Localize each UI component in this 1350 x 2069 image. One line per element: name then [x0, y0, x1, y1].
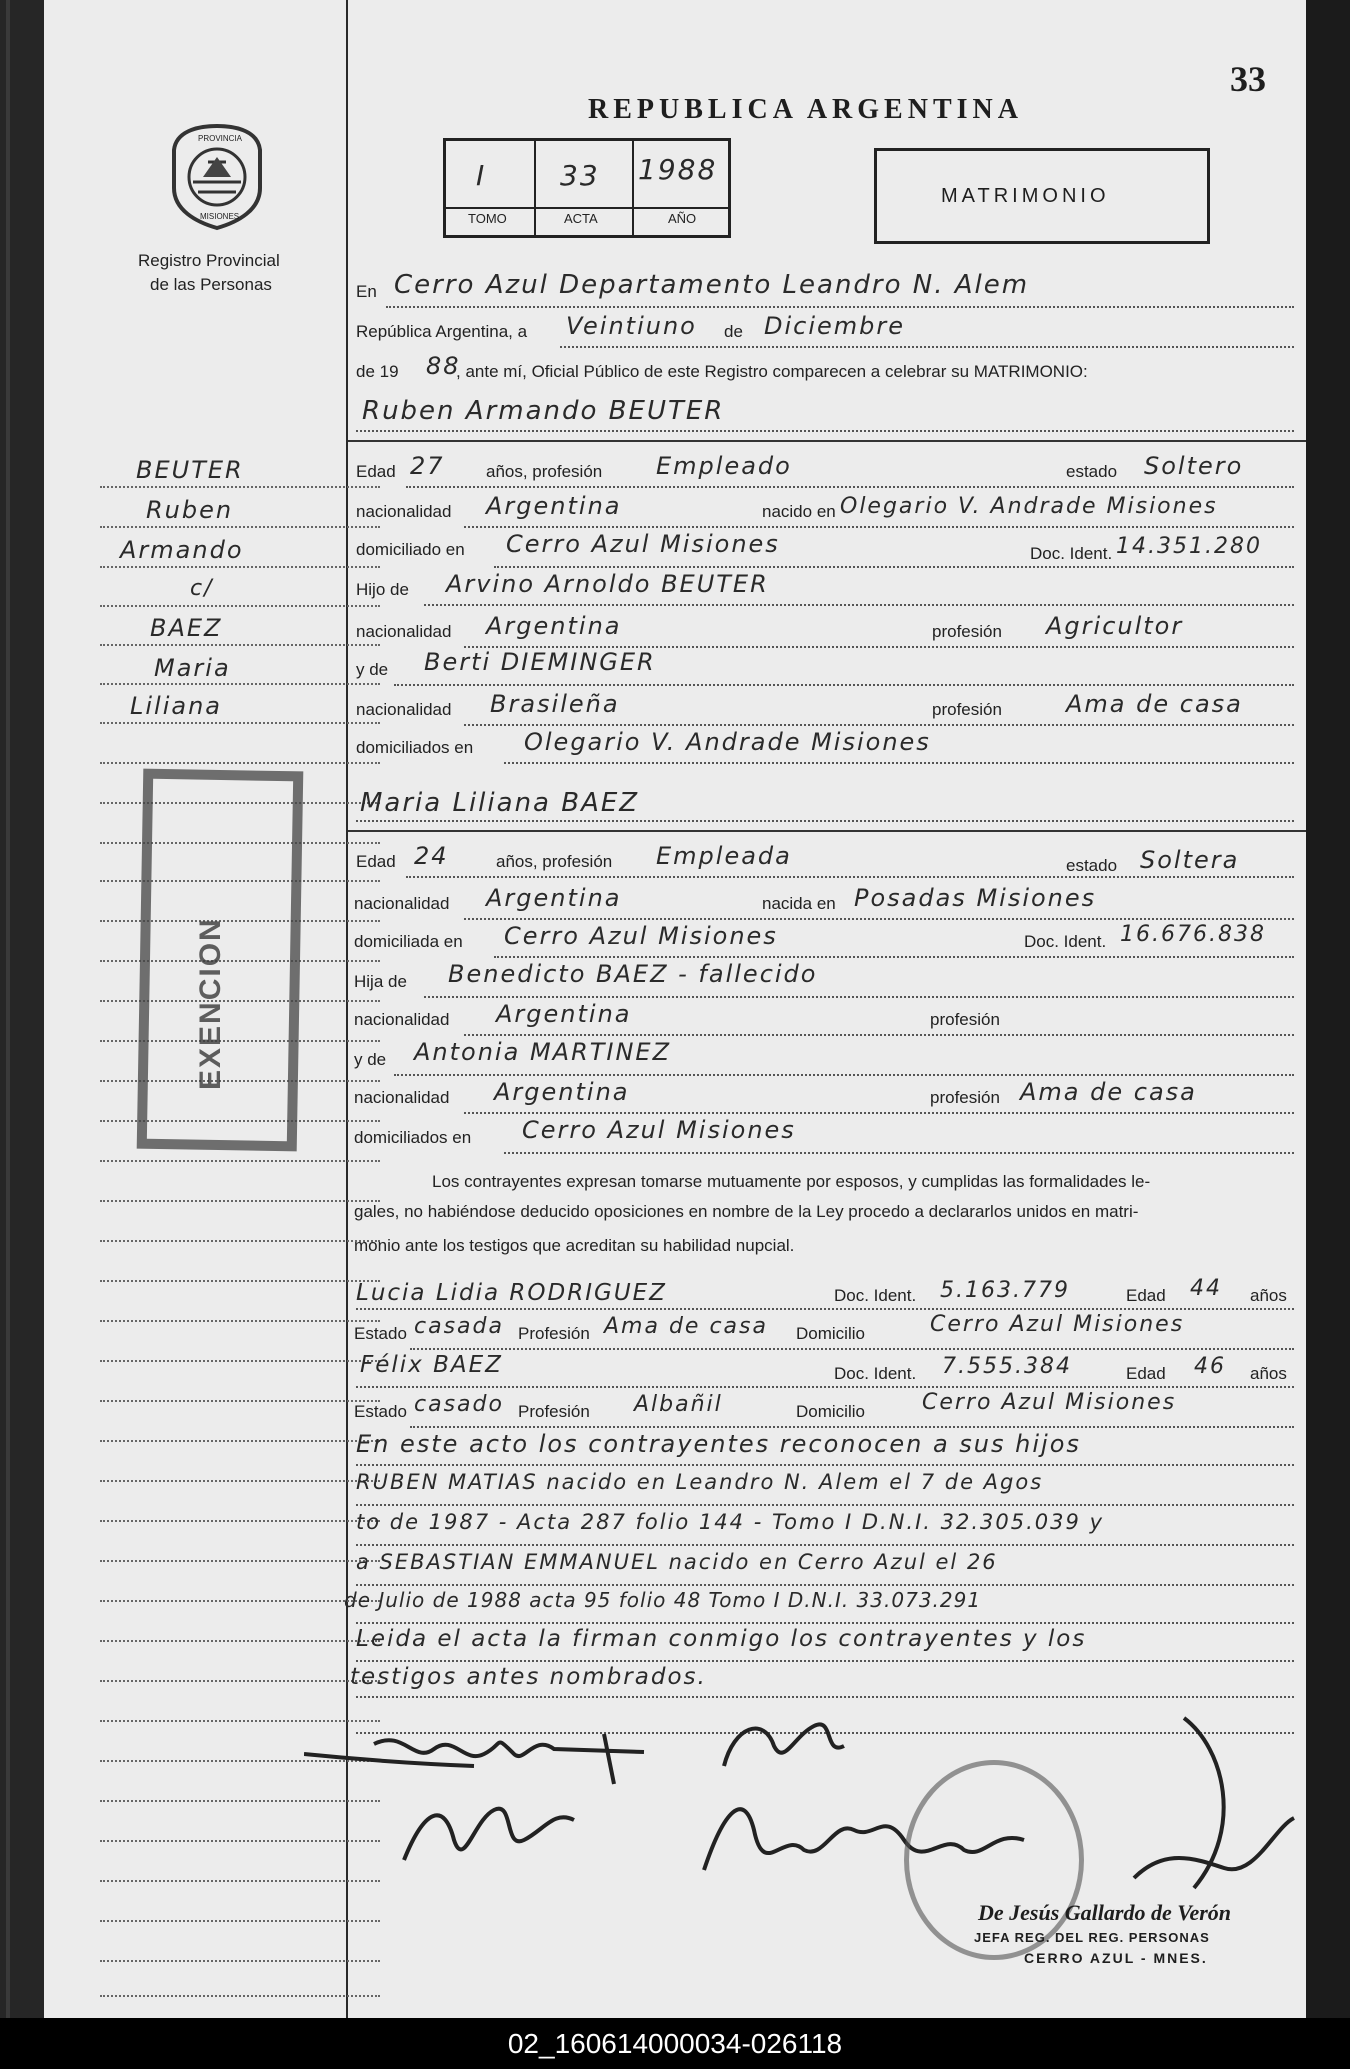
groom-birthplace: Olegario V. Andrade Misiones	[840, 494, 1218, 519]
fill-line	[356, 1622, 1294, 1624]
bride-nac-label: nacionalidad	[354, 894, 450, 913]
witness1-anos-label: años	[1250, 1286, 1287, 1305]
groom-nationality: Argentina	[486, 492, 622, 520]
ano-label: AÑO	[668, 211, 697, 226]
margin-name-3: Armando	[120, 536, 244, 564]
bride-y-de-label: y de	[354, 1050, 387, 1069]
margin-name-1: BEUTER	[136, 456, 244, 484]
witness2-doc-label: Doc. Ident.	[834, 1364, 917, 1383]
section-divider	[348, 830, 1306, 832]
year-tail: , ante mí, Oficial Público de este Registro comparecen a celebrar su MATRIMONIO:	[456, 362, 1088, 381]
margin-line	[100, 644, 380, 646]
record-number-box	[443, 138, 731, 238]
witness1-doc-label: Doc. Ident.	[834, 1286, 917, 1305]
witness2-estado: casado	[414, 1392, 504, 1417]
margin-line	[100, 1600, 380, 1602]
bride-father-nat-label: nacionalidad	[354, 1010, 450, 1029]
fill-line	[560, 346, 1294, 348]
fill-line	[356, 820, 1294, 822]
fill-line	[356, 1308, 1294, 1310]
fill-line	[356, 1696, 1294, 1698]
year-suffix: 88	[426, 352, 461, 380]
acta-value: 33	[560, 159, 600, 192]
groom-father-nat-label: nacionalidad	[356, 622, 452, 641]
margin-line	[100, 1160, 380, 1162]
margin-line	[100, 1520, 380, 1522]
groom-dom-label: domiciliado en	[356, 540, 465, 559]
bride-doc-label: Doc. Ident.	[1024, 932, 1107, 951]
republic-label: República Argentina, a	[356, 322, 528, 341]
de-label: de	[724, 322, 743, 341]
groom-doc-label: Doc. Ident.	[1030, 544, 1113, 563]
fill-line	[356, 1386, 1294, 1388]
en-label: En	[356, 282, 377, 301]
witness1-edad-label: Edad	[1126, 1286, 1166, 1305]
bride-father: Benedicto BAEZ - fallecido	[448, 960, 818, 988]
margin-name-6: Maria	[154, 654, 231, 682]
note-line-4: a SEBASTIAN EMMANUEL nacido en Cerro Azul el 26	[356, 1550, 998, 1574]
margin-line	[100, 1400, 380, 1402]
margin-line	[100, 526, 380, 528]
book-spine	[0, 0, 44, 2018]
provincial-seal	[168, 122, 266, 232]
groom-mother-prof-label: profesión	[932, 700, 1002, 719]
note-line-1: En este acto los contrayentes reconocen a sus hijos	[356, 1430, 1081, 1458]
witness2-profession: Albañil	[634, 1392, 723, 1417]
witness1-domicile: Cerro Azul Misiones	[930, 1312, 1185, 1337]
fill-line	[356, 1504, 1294, 1506]
marriage-place: Cerro Azul Departamento Leandro N. Alem	[394, 270, 1030, 300]
margin-line	[100, 1360, 380, 1362]
groom-father: Arvino Arnoldo BEUTER	[446, 570, 769, 598]
margin-line	[100, 605, 380, 607]
margin-name-5: BAEZ	[150, 614, 223, 642]
fill-line	[356, 1464, 1294, 1466]
fill-line	[394, 1074, 1294, 1076]
groom-nacido-label: nacido en	[762, 502, 836, 521]
note-line-2: RUBEN MATIAS nacido en Leandro N. Alem el 7 de Agos	[356, 1470, 1044, 1494]
bride-birthplace: Posadas Misiones	[854, 884, 1097, 912]
bride-parents-domicile: Cerro Azul Misiones	[522, 1116, 796, 1144]
document-page	[44, 0, 1306, 2018]
groom-father-prof-label: profesión	[932, 622, 1002, 641]
fill-line	[410, 1348, 1294, 1350]
groom-y-de-label: y de	[356, 660, 389, 679]
margin-divider	[346, 0, 348, 2018]
groom-father-nationality: Argentina	[486, 612, 622, 640]
bride-age-tail: años, profesión	[496, 852, 613, 871]
fill-line	[356, 1660, 1294, 1662]
bride-nacida-label: nacida en	[762, 894, 836, 913]
marriage-month: Diciembre	[764, 312, 906, 340]
margin-line	[100, 1920, 380, 1922]
groom-mother-nat-label: nacionalidad	[356, 700, 452, 719]
margin-line	[100, 683, 380, 685]
margin-line	[100, 762, 380, 764]
witness1-estado: casada	[414, 1314, 504, 1339]
note-line-6: Leida el acta la firman conmigo los contrayentes y los	[356, 1626, 1087, 1652]
margin-line	[100, 1840, 380, 1842]
fill-line	[464, 1112, 1294, 1114]
margin-line	[100, 1280, 380, 1282]
record-type-box	[874, 148, 1210, 244]
officer-name: De Jesús Gallardo de Verón	[978, 1900, 1232, 1925]
officer-place: CERRO AZUL - MNES.	[1024, 1950, 1208, 1966]
bride-doc: 16.676.838	[1120, 922, 1266, 947]
witness2-doc: 7.555.384	[942, 1354, 1072, 1379]
witness2-estado-label: Estado	[354, 1402, 407, 1421]
witness2-prof-label: Profesión	[518, 1402, 590, 1421]
record-type-label: MATRIMONIO	[941, 185, 1110, 207]
groom-full-name: Ruben Armando BEUTER	[362, 396, 725, 426]
file-name: 02_160614000034-026118	[507, 2028, 843, 2059]
witness1-estado-label: Estado	[354, 1324, 407, 1343]
declaration-line-1: Los contrayentes expresan tomarse mutuamente por esposos, y cumplidas las formalidades le-	[432, 1172, 1151, 1191]
witness1-doc: 5.163.779	[940, 1278, 1070, 1303]
witness2-name: Félix BAEZ	[360, 1352, 503, 1378]
margin-line	[100, 1240, 380, 1242]
fill-line	[424, 604, 1294, 606]
fill-line	[464, 1034, 1294, 1036]
groom-parents-domicile: Olegario V. Andrade Misiones	[524, 728, 931, 756]
seal-bottom-text: MISIONES	[200, 212, 240, 221]
groom-parents-dom-label: domiciliados en	[356, 738, 474, 757]
groom-edad-label: Edad	[356, 462, 396, 481]
margin-name-2: Ruben	[146, 496, 234, 524]
ano-value: 1988	[638, 153, 718, 186]
bride-estado: Soltera	[1140, 846, 1240, 874]
fill-line	[504, 1152, 1294, 1154]
officer-title: JEFA REG. DEL REG. PERSONAS	[974, 1930, 1210, 1945]
margin-line	[100, 1720, 380, 1722]
bride-mother: Antonia MARTINEZ	[414, 1038, 672, 1066]
fill-line	[494, 566, 1294, 568]
note-line-7: testigos antes nombrados.	[350, 1664, 707, 1690]
bride-nationality: Argentina	[486, 884, 622, 912]
margin-name-4: c/	[190, 576, 214, 601]
tomo-value: I	[476, 159, 487, 192]
witness2-edad-label: Edad	[1126, 1364, 1166, 1383]
witness1-dom-label: Domicilio	[796, 1324, 865, 1343]
bride-hija-label: Hija de	[354, 972, 407, 991]
note-line-5: de Julio de 1988 acta 95 folio 48 Tomo I D.N.I. 33.073.291	[344, 1588, 982, 1612]
spine-edge	[6, 0, 10, 2018]
bride-estado-label: estado	[1066, 856, 1118, 875]
bride-edad-label: Edad	[356, 852, 396, 871]
fill-line	[464, 526, 1294, 528]
tomo-label: TOMO	[468, 211, 507, 226]
registry-label-1: Registro Provincial	[138, 251, 280, 270]
witness1-name: Lucia Lidia RODRIGUEZ	[356, 1280, 667, 1306]
fill-line	[410, 1426, 1294, 1428]
declaration-line-3: monio ante los testigos que acreditan su habilidad nupcial.	[354, 1236, 795, 1255]
fill-line	[464, 918, 1294, 920]
section-divider	[348, 440, 1306, 442]
groom-estado-label: estado	[1066, 462, 1118, 481]
witness2-dom-label: Domicilio	[796, 1402, 865, 1421]
margin-line	[100, 1440, 380, 1442]
groom-age-tail: años, profesión	[486, 462, 603, 481]
bride-parents-dom-label: domiciliados en	[354, 1128, 472, 1147]
bride-age: 24	[414, 842, 449, 870]
margin-line	[100, 486, 380, 488]
groom-domicile: Cerro Azul Misiones	[506, 530, 780, 558]
fill-line	[356, 1584, 1294, 1586]
groom-profession: Empleado	[656, 452, 792, 480]
fill-line	[386, 306, 1294, 308]
bride-mother-profession: Ama de casa	[1020, 1078, 1197, 1106]
margin-line	[100, 1640, 380, 1642]
groom-father-profession: Agricultor	[1046, 612, 1184, 640]
fill-line	[504, 762, 1294, 764]
margin-line	[100, 1995, 380, 1997]
groom-mother-profession: Ama de casa	[1066, 690, 1243, 718]
fill-line	[394, 684, 1294, 686]
margin-line	[100, 1960, 380, 1962]
acta-label: ACTA	[564, 211, 598, 226]
groom-mother-nationality: Brasileña	[490, 690, 620, 718]
groom-estado: Soltero	[1144, 452, 1244, 480]
bride-father-nationality: Argentina	[496, 1000, 632, 1028]
fill-line	[356, 430, 1294, 432]
note-line-3: to de 1987 - Acta 287 folio 144 - Tomo I D.N.I. 32.305.039 y	[356, 1510, 1104, 1534]
registry-label-2: de las Personas	[150, 275, 272, 294]
fill-line	[406, 486, 1294, 488]
margin-line	[100, 1480, 380, 1482]
bride-mother-prof-label: profesión	[930, 1088, 1000, 1107]
fill-line	[424, 996, 1294, 998]
witness2-anos-label: años	[1250, 1364, 1287, 1383]
page-number: 33	[1230, 59, 1266, 99]
declaration-line-2: gales, no habiéndose deducido oposiciones en nombre de la Ley procedo a declararlos unidos en matri-	[354, 1202, 1139, 1221]
bride-mother-nat-label: nacionalidad	[354, 1088, 450, 1107]
bride-domicile: Cerro Azul Misiones	[504, 922, 778, 950]
groom-nac-label: nacionalidad	[356, 502, 452, 521]
fill-line	[406, 876, 1294, 878]
margin-line	[100, 566, 380, 568]
groom-age: 27	[410, 452, 445, 480]
groom-hijo-label: Hijo de	[356, 580, 409, 599]
witness2-domicile: Cerro Azul Misiones	[922, 1390, 1177, 1415]
margin-line	[100, 1880, 380, 1882]
exemption-stamp-text: EXENCION	[194, 917, 227, 1090]
marriage-day: Veintiuno	[566, 312, 697, 340]
margin-name-7: Liliana	[130, 692, 222, 720]
witness1-age: 44	[1190, 1276, 1222, 1301]
bride-mother-nationality: Argentina	[494, 1078, 630, 1106]
margin-line	[100, 1320, 380, 1322]
bride-profession: Empleada	[656, 842, 792, 870]
bride-father-prof-label: profesión	[930, 1010, 1000, 1029]
file-name-bar	[0, 2018, 1350, 2069]
bride-full-name: Maria Liliana BAEZ	[360, 788, 640, 818]
seal-top-text: PROVINCIA	[198, 134, 243, 143]
witness1-signature	[704, 1706, 864, 1796]
witness1-profession: Ama de casa	[604, 1314, 768, 1339]
bride-signature	[394, 1790, 594, 1870]
margin-line	[100, 1560, 380, 1562]
fill-line	[494, 956, 1294, 958]
groom-doc: 14.351.280	[1116, 534, 1262, 559]
groom-mother: Berti DIEMINGER	[424, 648, 656, 676]
margin-line	[100, 722, 380, 724]
year-prefix: de 19	[356, 362, 399, 381]
margin-line	[100, 1200, 380, 1202]
fill-line	[464, 724, 1294, 726]
bride-dom-label: domiciliada en	[354, 932, 463, 951]
witness1-prof-label: Profesión	[518, 1324, 590, 1343]
country-title: REPUBLICA ARGENTINA	[588, 94, 1023, 125]
officer-signature	[1104, 1708, 1304, 1908]
margin-line	[100, 1680, 380, 1682]
witness2-age: 46	[1194, 1354, 1226, 1379]
fill-line	[356, 1544, 1294, 1546]
